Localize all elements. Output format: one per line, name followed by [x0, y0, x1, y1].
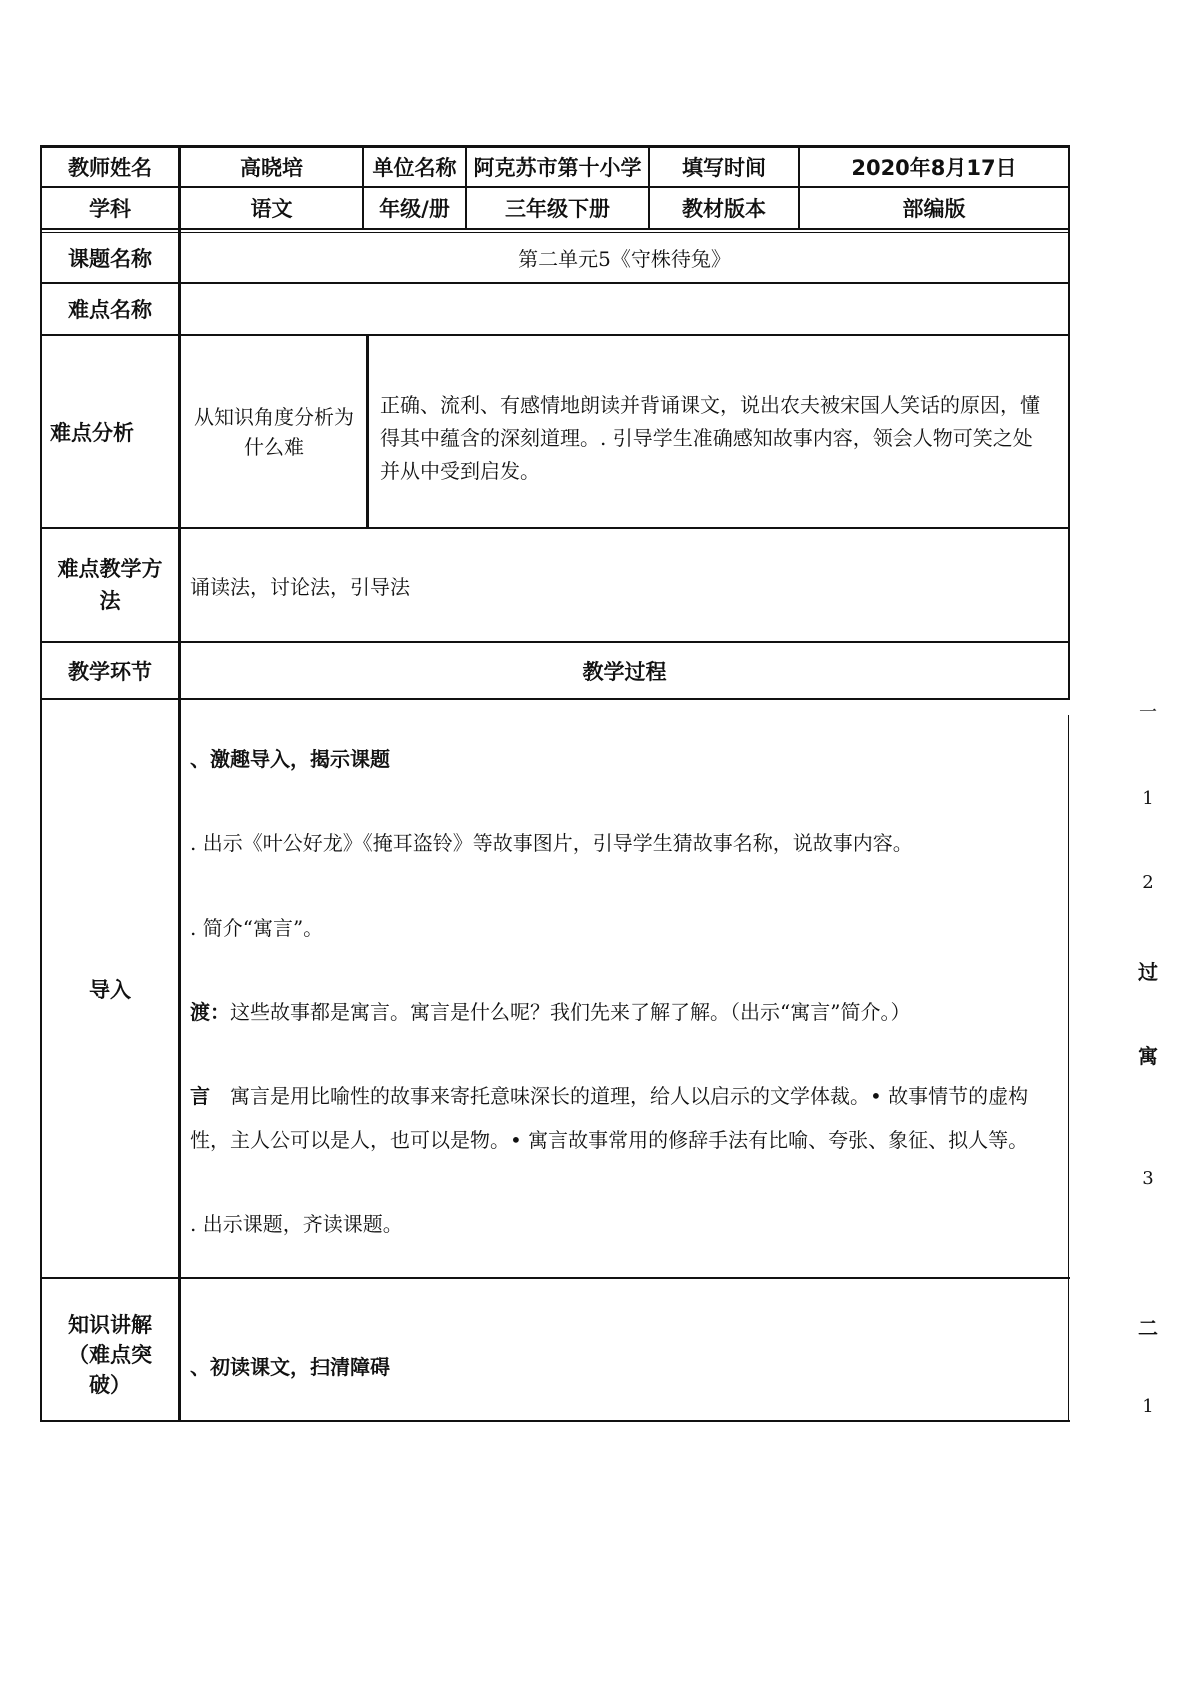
difficulty-value — [181, 284, 1068, 334]
grade-value: 三年级下册 — [505, 197, 610, 221]
teacher-label: 教师姓名 — [68, 156, 152, 180]
margin-char: 一 — [1139, 702, 1157, 723]
difficulty-label: 难点名称 — [68, 298, 152, 322]
transition-bold: 渡： — [190, 1000, 230, 1024]
teacher-name: 高晓培 — [240, 156, 303, 180]
margin-char: 2 — [1142, 872, 1154, 893]
intro-item-3: . 出示课题，齐读课题。 — [190, 1212, 403, 1236]
grade-label: 年级/册 — [379, 197, 450, 221]
subject-value: 语文 — [250, 197, 293, 221]
edition-label: 教材版本 — [682, 197, 766, 221]
analysis-label: 难点分析 — [50, 420, 134, 445]
fable-bold: 言 — [190, 1084, 210, 1108]
margin-char: 寓 — [1138, 1044, 1158, 1068]
analysis-sub-label: 从知识角度分析为什么难 — [194, 405, 354, 459]
time-label: 填写时间 — [682, 156, 766, 180]
stage-header: 教学环节 — [68, 659, 152, 684]
knowledge-label-line: 破） — [89, 1373, 131, 1397]
unit-label: 单位名称 — [372, 156, 457, 180]
margin-char: 3 — [1142, 1168, 1154, 1189]
process-header: 教学过程 — [582, 659, 667, 684]
knowledge-label-line: （难点突 — [68, 1343, 152, 1367]
analysis-line: 并从中受到启发。 — [380, 459, 540, 483]
fill-date: 2020年8月17日 — [851, 156, 1017, 180]
intro-label: 导入 — [89, 977, 131, 1002]
edition-value: 部编版 — [902, 197, 966, 221]
margin-char: 1 — [1142, 1396, 1154, 1417]
intro-item-1: . 出示《叶公好龙》《掩耳盗铃》等故事图片，引导学生猜故事名称，说故事内容。 — [190, 831, 913, 855]
method-value: 诵读法，讨论法，引导法 — [190, 574, 410, 599]
knowledge-heading: 、初读课文，扫清障碍 — [190, 1355, 390, 1379]
analysis-content — [380, 389, 1040, 488]
margin-char: 二 — [1138, 1316, 1158, 1340]
margin-char: 过 — [1138, 960, 1158, 984]
knowledge-label — [50, 1305, 170, 1405]
margin-char: 1 — [1142, 788, 1154, 809]
topic-label: 课题名称 — [68, 246, 152, 271]
transition-text: 这些故事都是寓言。寓言是什么呢？我们先来了解了解。（出示“寓言”简介。） — [230, 1000, 911, 1024]
intro-fable-line-2: 性，主人公可以是人，也可以是物。• 寓言故事常用的修辞手法有比喻、夸张、象征、拟人等。 — [190, 1128, 1029, 1152]
intro-fable-line-1 — [190, 1073, 1028, 1119]
fable-text-1: 寓言是用比喻性的故事来寄托意味深长的道理，给人以启示的文学体裁。• 故事情节的虚构 — [230, 1084, 1029, 1108]
subject-label: 学科 — [89, 197, 131, 221]
analysis-line: 正确、流利、有感情地朗读并背诵课文，说出农夫被宋国人笑话的原因，懂 — [380, 393, 1040, 417]
analysis-line: 得其中蕴含的深刻道理。. 引导学生准确感知故事内容，领会人物可笑之处 — [380, 426, 1033, 450]
intro-transition — [190, 989, 910, 1035]
topic-value: 第二单元5《守株待兔》 — [518, 247, 731, 271]
unit-name: 阿克苏市第十小学 — [473, 156, 642, 180]
intro-heading: 、激趣导入，揭示课题 — [190, 747, 390, 771]
method-label: 难点教学方法 — [57, 557, 163, 613]
intro-item-2: . 简介“寓言”。 — [190, 916, 324, 940]
knowledge-label-line: 知识讲解 — [68, 1313, 152, 1337]
